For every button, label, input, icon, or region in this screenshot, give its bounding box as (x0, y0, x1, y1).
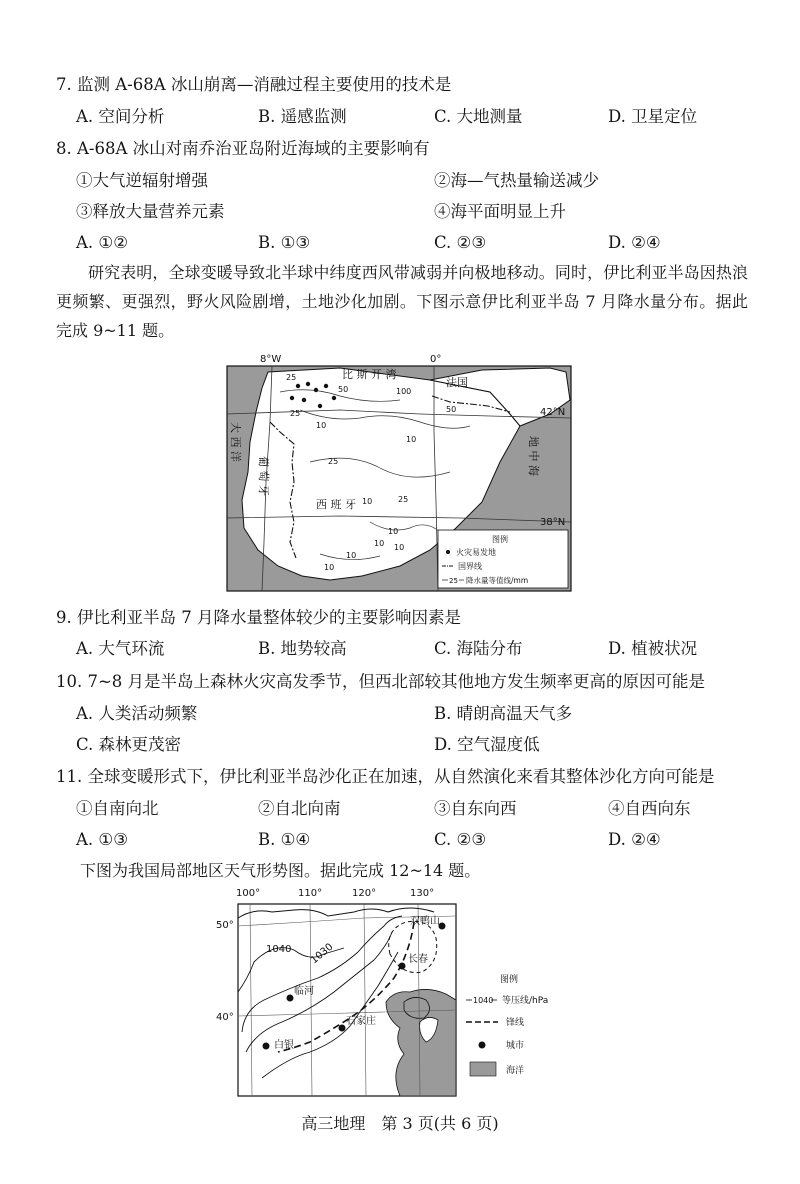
q11-item-3: ③自东向西 (434, 799, 517, 818)
fire-marker (302, 398, 306, 402)
q8-option-b[interactable]: B. ①③ (258, 233, 311, 252)
q10-option-d[interactable]: D. 空气湿度低 (434, 735, 540, 754)
q8-item-3: ③释放大量营养元素 (76, 202, 225, 221)
page-footer: 高三地理 第 3 页(共 6 页) (301, 1114, 499, 1133)
q10-option-b[interactable]: B. 晴朗高温天气多 (434, 704, 573, 723)
isohyet-label: 50 (338, 385, 349, 394)
q11-item-4: ④自西向东 (608, 799, 691, 818)
q7-option-a[interactable]: A. 空间分析 (76, 107, 165, 126)
q11-option-c[interactable]: C. ②③ (434, 830, 487, 849)
map2-legend-ocean: 海洋 (506, 1066, 525, 1076)
label-portugal: 葡 萄 牙 (257, 456, 270, 496)
passage-weather: 下图为我国局部地区天气形势图。据此完成 12~14 题。 (80, 861, 481, 880)
q11-item-1: ①自南向北 (76, 799, 159, 818)
q11-option-a[interactable]: A. ①③ (76, 830, 128, 849)
lon-label-110: 110° (298, 888, 323, 899)
isohyet-label: 25 (328, 457, 339, 466)
q11-option-d[interactable]: D. ②④ (608, 830, 661, 849)
city-legend-dot (479, 1042, 486, 1049)
q8-option-c[interactable]: C. ②③ (434, 233, 487, 252)
q7-option-b[interactable]: B. 遥感监测 (258, 107, 347, 126)
city-label-changchun: 长春 (408, 954, 428, 965)
q10-option-c[interactable]: C. 森林更茂密 (76, 735, 182, 754)
map2-legend-isobar-value: 1040 (473, 996, 494, 1005)
iberia-precipitation-map (220, 352, 580, 598)
q8-item-4: ④海平面明显上升 (434, 202, 566, 221)
iberia-map-svg (220, 352, 580, 598)
city-dot-linhe (287, 995, 294, 1002)
label-biscay: 比 斯 开 湾 (342, 368, 397, 381)
map2-legend-city: 城市 (506, 1041, 525, 1051)
map1-legend-title: 图例 (492, 535, 508, 544)
fire-marker (318, 404, 322, 408)
q9-option-b[interactable]: B. 地势较高 (258, 639, 347, 658)
lat-label-40: 40° (216, 1012, 234, 1023)
fire-legend-marker (446, 550, 450, 554)
isohyet-label: 50 (446, 405, 457, 414)
city-dot-shijiazhuang (339, 1025, 346, 1032)
isohyet-label: 10 (316, 421, 327, 430)
lat-label-38: 38°N (540, 517, 566, 528)
q11-option-b[interactable]: B. ①④ (258, 830, 311, 849)
isobar-label-1030: 1030 (308, 941, 336, 967)
q7-option-c[interactable]: C. 大地测量 (434, 107, 523, 126)
map1-legend (438, 530, 568, 588)
lat-label-42: 42°N (540, 407, 566, 418)
city-label-shuangyashan: 双鸭山 (410, 916, 440, 927)
isohyet-label: 25 (286, 373, 297, 382)
lon-label-100: 100° (236, 888, 261, 899)
fire-marker (314, 388, 318, 392)
isohyet-label: 10 (388, 527, 399, 536)
q11-stem: 11. 全球变暖形式下，伊比利亚半岛沙化正在加速，从自然演化来看其整体沙化方向可能是 (56, 767, 715, 786)
map2-legend-title: 图例 (500, 975, 519, 985)
q8-option-a[interactable]: A. ①② (76, 233, 128, 252)
q11-item-2: ②自北向南 (258, 799, 341, 818)
label-france: 法国 (446, 376, 468, 389)
label-atlantic: 大 西 洋 (229, 422, 242, 462)
q8-option-d[interactable]: D. ②④ (608, 233, 661, 252)
q8-item-1: ①大气逆辐射增强 (76, 171, 208, 190)
isohyet-label: 10 (362, 497, 373, 506)
map2-legend (466, 973, 548, 1076)
city-dot-baiyin (263, 1043, 270, 1050)
lon-label-8w: 8°W (260, 354, 282, 365)
map1-legend-fire: 火灾易发地 (456, 548, 496, 557)
city-label-baiyin: 白银 (274, 1040, 294, 1051)
lon-label-0: 0° (430, 354, 442, 365)
isohyet-label: 10 (394, 543, 405, 552)
isohyet-label: 10 (346, 551, 357, 560)
passage-iberia: 研究表明，全球变暖导致北半球中纬度西风带减弱并向极地移动。同时，伊比利亚半岛因热浪更频繁、更强烈，野火风险剧增，土地沙化加剧。下图示意伊比利亚半岛 7 月降水量分布。据此完成 9~11 题。 (56, 263, 748, 340)
isohyet-label: 25 (398, 495, 409, 504)
q8-item-2: ②海—气热量输送减少 (434, 171, 599, 190)
label-mediterranean: 地 中 海 (527, 436, 540, 476)
q7-stem: 7. 监测 A-68A 冰山崩离—消融过程主要使用的技术是 (56, 75, 452, 94)
isohyet-label: 100 (396, 387, 412, 396)
q9-stem: 9. 伊比利亚半岛 7 月降水量整体较少的主要影响因素是 (56, 608, 461, 627)
weather-map-svg (214, 882, 594, 1102)
map1-legend-border: 国界线 (458, 562, 482, 571)
q10-stem: 10. 7~8 月是半岛上森林火灾高发季节，但西北部较其他地方发生频率更高的原因可能是 (56, 672, 706, 691)
ocean-legend-swatch (470, 1062, 496, 1076)
fire-marker (296, 384, 300, 388)
q9-option-d[interactable]: D. 植被状况 (608, 639, 698, 658)
lat-label-50: 50° (216, 920, 234, 931)
fire-marker (332, 396, 336, 400)
q7-option-d[interactable]: D. 卫星定位 (608, 107, 698, 126)
q8-stem: 8. A-68A 冰山对南乔治亚岛附近海域的主要影响有 (56, 139, 430, 158)
label-spain: 西 班 牙 (316, 498, 356, 511)
isobar-label-1040: 1040 (266, 944, 292, 955)
isohyet-label: 25 (290, 409, 301, 418)
fire-marker (290, 396, 294, 400)
fire-marker (306, 382, 310, 386)
q9-option-c[interactable]: C. 海陆分布 (434, 639, 523, 658)
q10-option-a[interactable]: A. 人类活动频繁 (76, 704, 198, 723)
q9-option-a[interactable]: A. 大气环流 (76, 639, 165, 658)
lon-label-120: 120° (352, 888, 377, 899)
isohyet-label: 10 (374, 539, 385, 548)
city-label-shijiazhuang: 石家庄 (346, 1016, 376, 1027)
isohyet-label: 10 (406, 435, 417, 444)
map2-legend-isobar: 等压线/hPa (502, 996, 549, 1006)
weather-situation-map (214, 882, 594, 1102)
map1-legend-isohyet-value: 25 (449, 577, 458, 585)
map2-legend-front: 锋线 (506, 1018, 525, 1028)
lon-label-130: 130° (410, 888, 435, 899)
city-label-linhe: 临河 (294, 986, 314, 997)
isohyet-label: 10 (324, 563, 335, 572)
map1-legend-isohyet: 降水量等值线/mm (466, 576, 529, 585)
fire-marker (324, 384, 328, 388)
city-dot-changchun (399, 963, 406, 970)
